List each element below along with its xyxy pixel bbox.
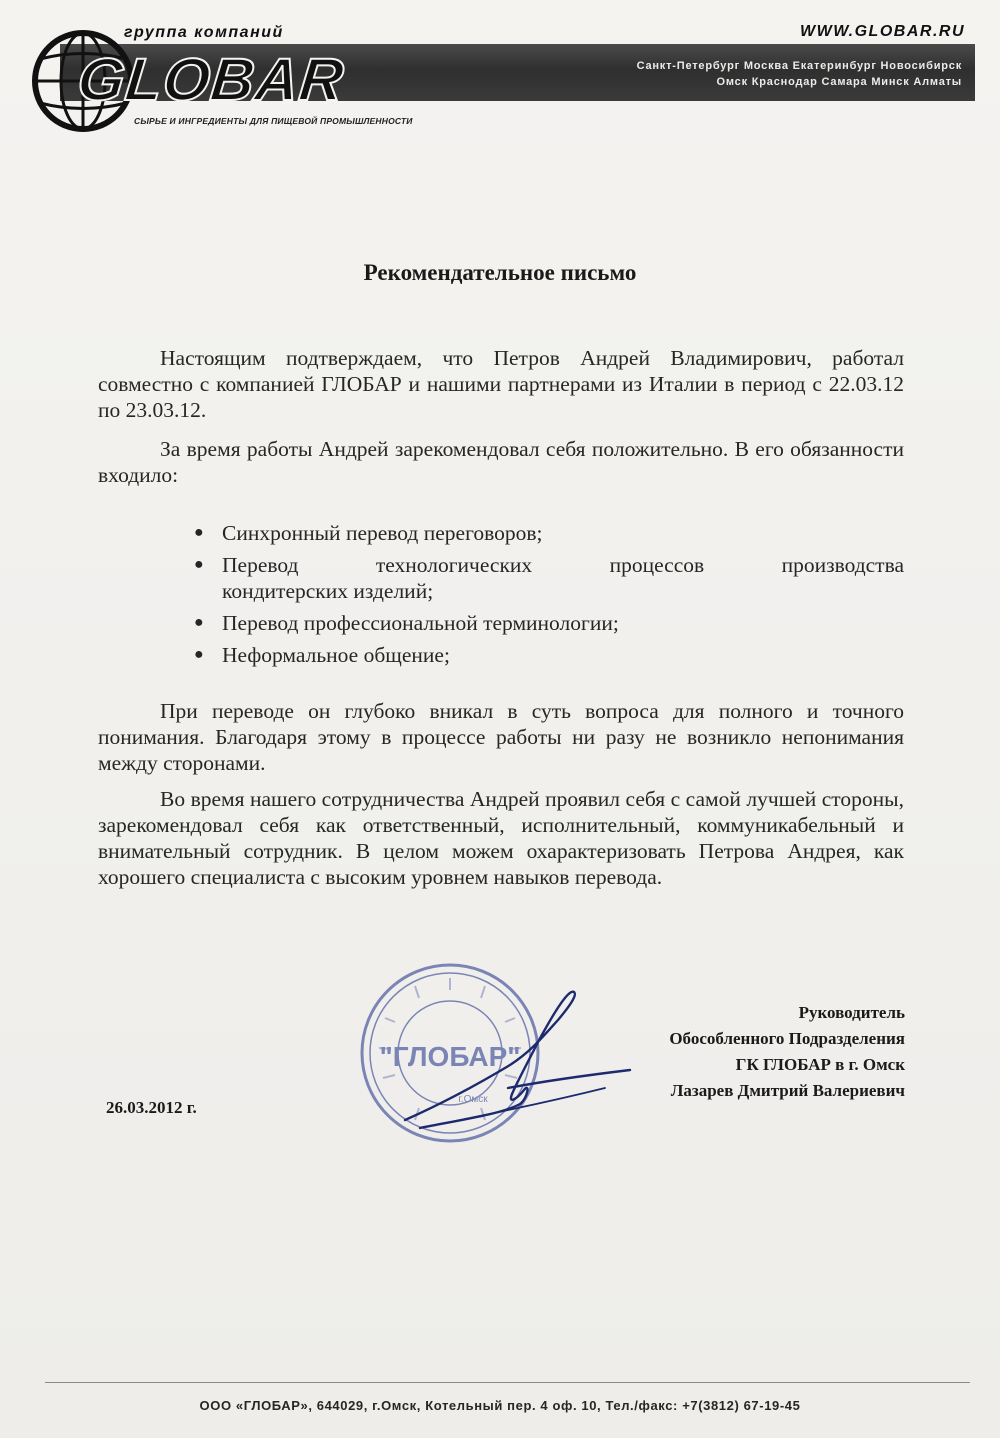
list-item <box>98 520 904 546</box>
cities-line-2: Омск Краснодар Самара Минск Алматы <box>716 76 962 88</box>
signer-position-1: Руководитель <box>798 1003 905 1022</box>
signer-name: Лазарев Дмитрий Валериевич <box>670 1081 905 1100</box>
list-item <box>98 552 904 578</box>
website-link[interactable]: WWW.GLOBAR.RU <box>800 23 965 40</box>
paragraph-1 <box>98 345 904 423</box>
bullet-icon: ● <box>194 524 204 541</box>
paragraph-4 <box>98 786 904 890</box>
footer-address: ООО «ГЛОБАР», 644029, г.Омск, Котельный пер. 4 оф. 10, Тел./факс: +7(3812) 67-19-45 <box>199 1398 801 1413</box>
duty-text: Перевод технологических процессов производства <box>222 553 904 577</box>
cities-line-1: Санкт-Петербург Москва Екатеринбург Новосибирск <box>636 60 962 72</box>
duties-list <box>98 520 904 674</box>
paragraph-2-text: За время работы Андрей зарекомендовал себя положительно. В его обязанности входило: <box>98 437 904 487</box>
group-label: группа компаний <box>124 24 284 41</box>
duty-text: Синхронный перевод переговоров; <box>222 521 543 545</box>
list-item-continuation <box>98 578 904 604</box>
letter-title: Рекомендательное письмо <box>363 260 637 285</box>
paragraph-3 <box>98 698 904 776</box>
paragraph-4-text: Во время нашего сотрудничества Андрей проявил себя с самой лучшей стороны, зарекомендовал себя как ответственный, исполнительный, коммуникабельный и внимательный сотрудник. В целом можем охарактеризовать Петрова Андрея, как хорошего специалиста с высоким уровнем навыков перевода. <box>98 787 904 889</box>
company-logo: GLOBAR <box>74 46 348 113</box>
cities-list <box>637 58 962 90</box>
duty-text: Перевод профессиональной терминологии; <box>222 611 619 635</box>
list-item <box>98 642 904 668</box>
company-tagline: СЫРЬЕ И ИНГРЕДИЕНТЫ ДЛЯ ПИЩЕВОЙ ПРОМЫШЛЕННОСТИ <box>134 116 413 126</box>
signature-block <box>669 1000 905 1104</box>
duty-text: Неформальное общение; <box>222 643 450 667</box>
bullet-icon: ● <box>194 556 204 573</box>
footer-divider <box>45 1382 970 1383</box>
stamp-center-text: "ГЛОБАР" <box>379 1041 521 1072</box>
letterhead <box>0 0 1000 140</box>
handwritten-signature <box>390 970 650 1140</box>
bullet-icon: ● <box>194 646 204 663</box>
signer-position-2: Обособленного Подразделения <box>669 1029 905 1048</box>
paragraph-3-text: При переводе он глубоко вникал в суть вопроса для полного и точного понимания. Благодаря этому в процессе работы ни разу не возникло непонимания между сторонами. <box>98 699 904 775</box>
duty-text: кондитерских изделий; <box>222 579 434 603</box>
paragraph-1-text: Настоящим подтверждаем, что Петров Андрей Владимирович, работал совместно с компанией ГЛОБАР и нашими партнерами из Италии в период с 22.03.12 по 23.03.12. <box>98 346 904 422</box>
paragraph-2 <box>98 436 904 488</box>
letter-date: 26.03.2012 г. <box>106 1098 197 1117</box>
signer-position-3: ГК ГЛОБАР в г. Омск <box>735 1055 905 1074</box>
bullet-icon: ● <box>194 614 204 631</box>
list-item <box>98 610 904 636</box>
stamp-city-text: г.Омск <box>458 1094 488 1105</box>
